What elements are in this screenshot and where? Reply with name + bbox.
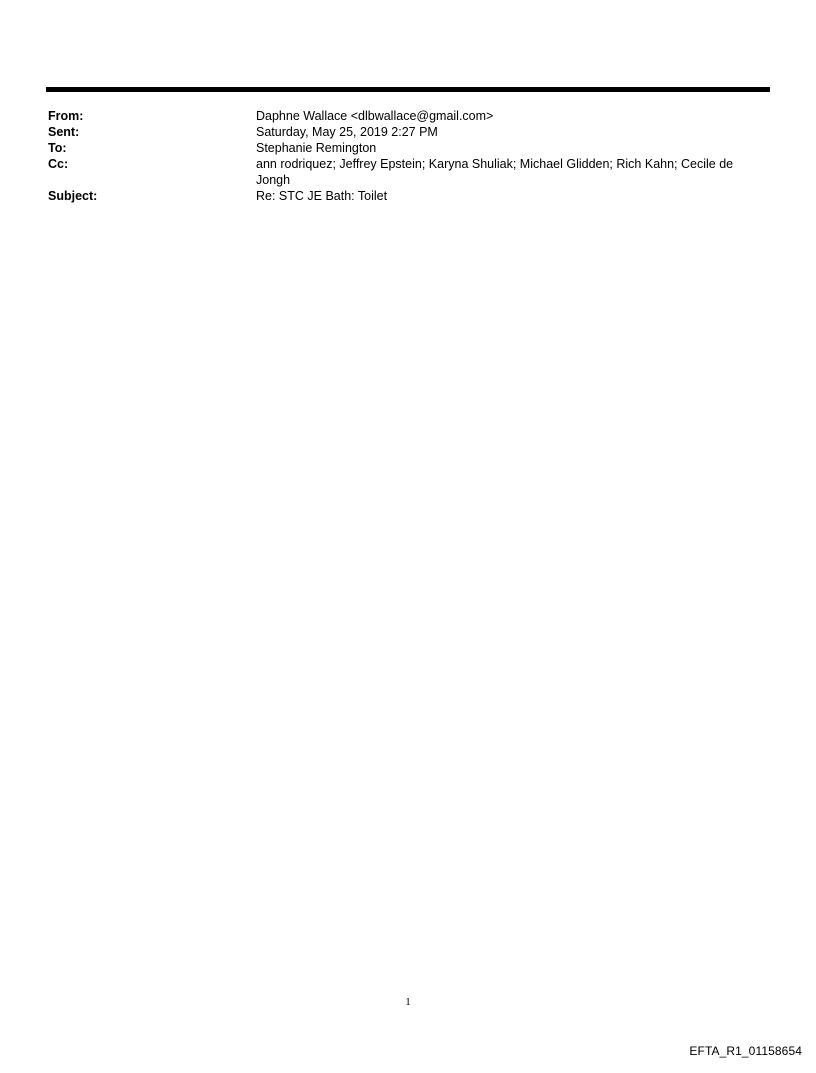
subject-value: Re: STC JE Bath: Toilet [256,189,388,203]
sent-row [48,124,770,140]
email-header [48,108,770,204]
header-divider [46,87,770,92]
page-number: 1 [405,996,411,1008]
to-row [48,140,770,156]
cc-label: Cc: [48,157,69,171]
to-label: To: [48,141,67,155]
document-id: EFTA_R1_01158654 [689,1044,802,1058]
from-value: Daphne Wallace <dlbwallace@gmail.com> [256,109,494,123]
from-row [48,108,770,124]
cc-row [48,156,770,188]
to-value: Stephanie Remington [256,141,377,155]
subject-label: Subject: [48,189,98,203]
sent-value: Saturday, May 25, 2019 2:27 PM [256,125,438,139]
cc-value: ann rodriquez; Jeffrey Epstein; Karyna Shuliak; Michael Glidden; Rich Kahn; Cecile de Jongh [256,157,734,187]
sent-label: Sent: [48,125,80,139]
from-label: From: [48,109,84,123]
subject-row [48,188,770,204]
